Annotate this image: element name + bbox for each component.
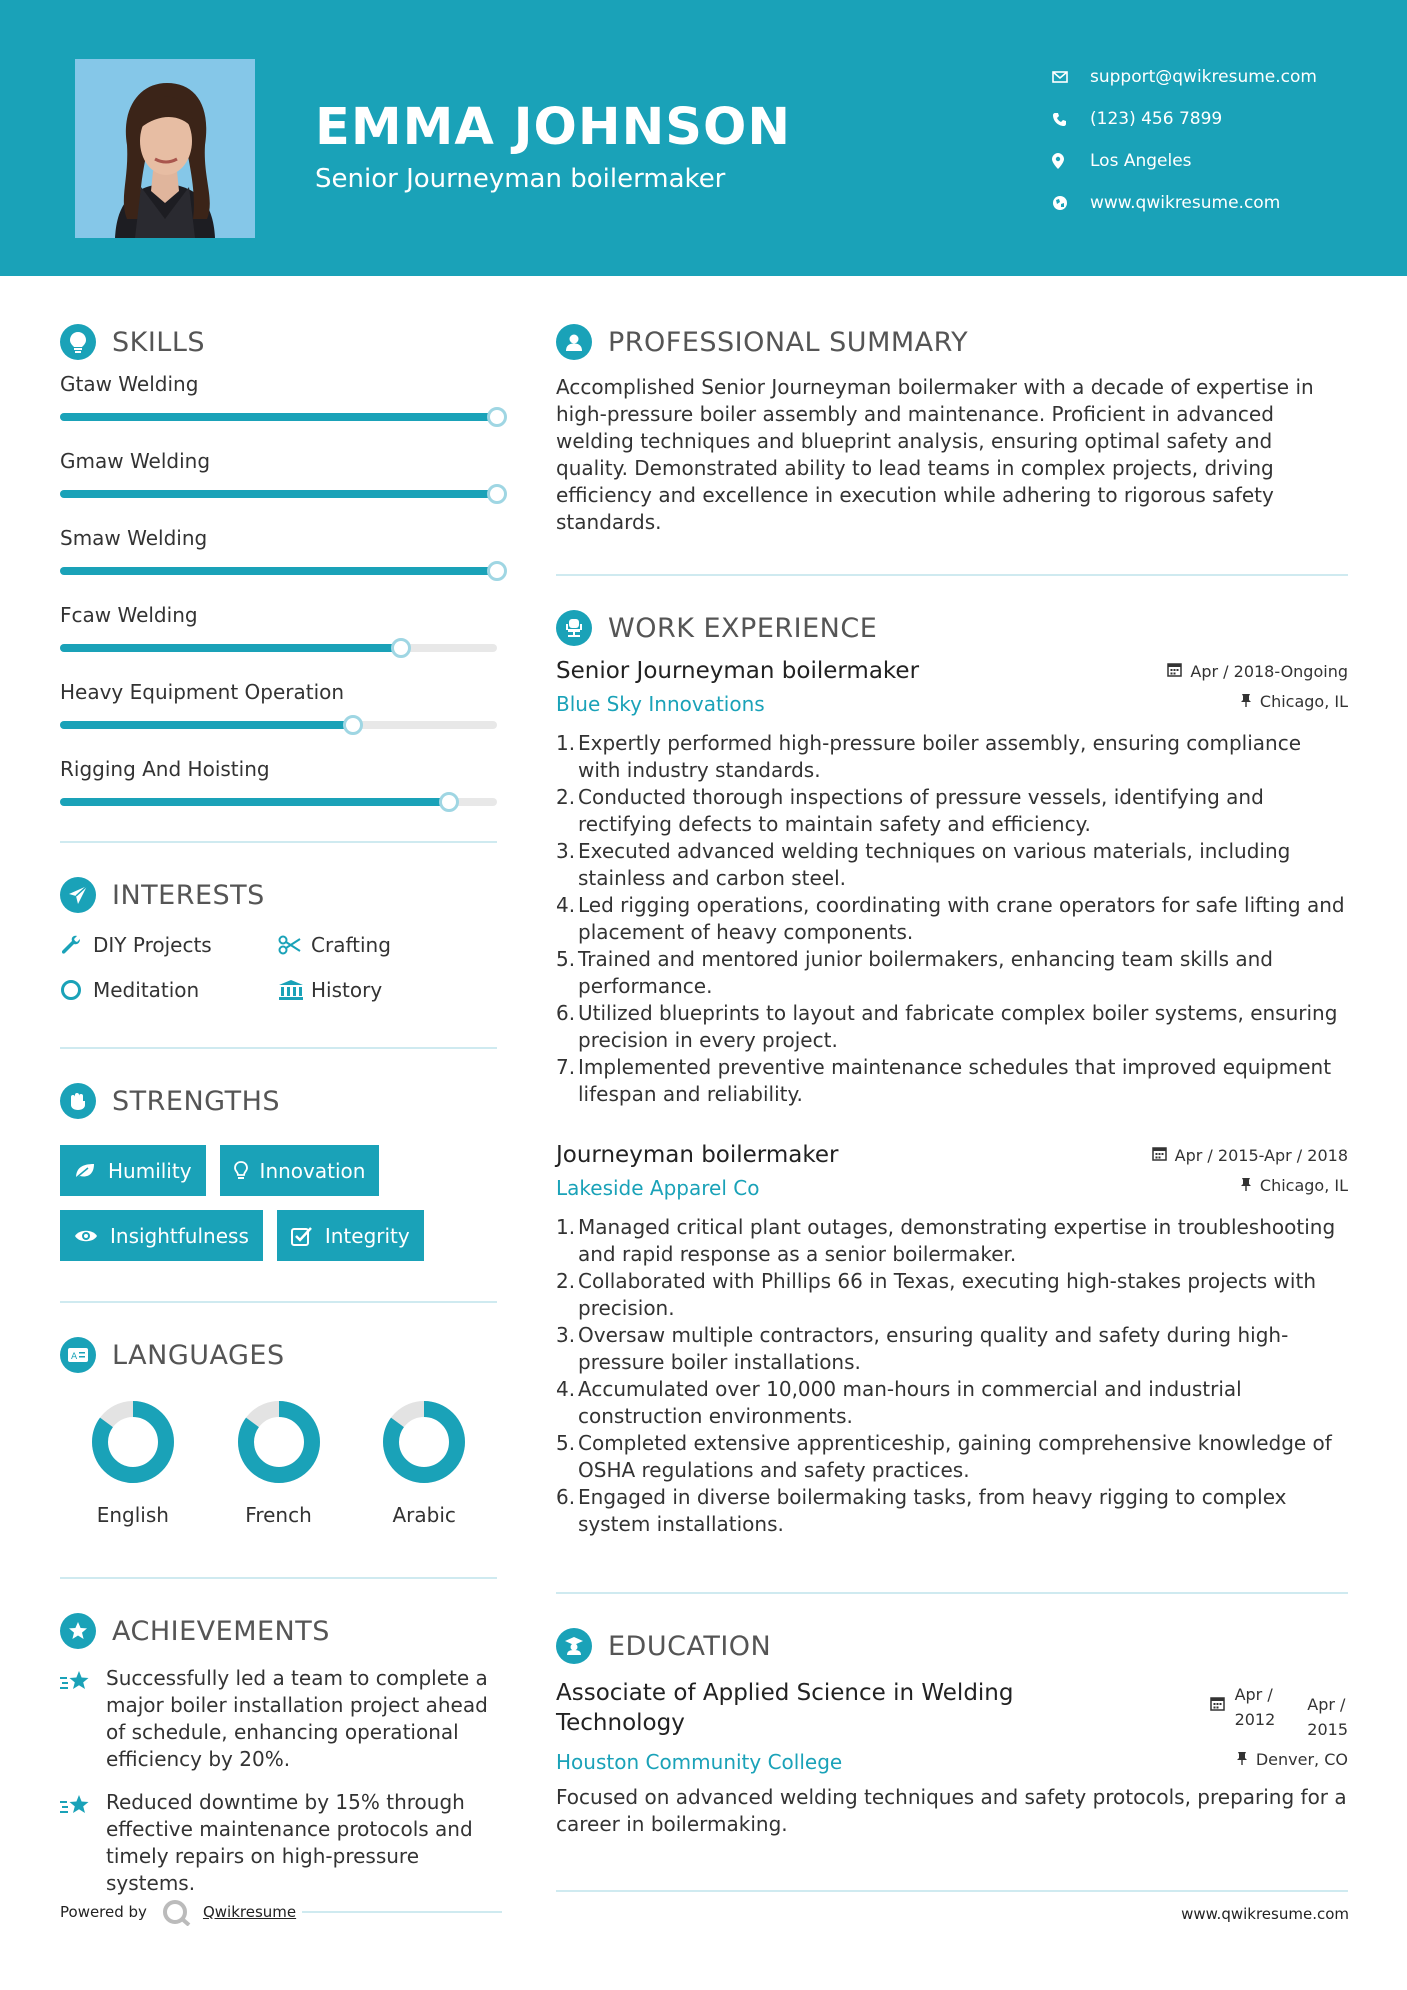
language-donut [381,1399,467,1485]
education-start-year: 2012 [1234,1710,1276,1729]
interests-title: INTERESTS [112,879,265,911]
bullet-text: Led rigging operations, coordinating with crane operators for safe lifting and placement of heavy components. [578,893,1345,944]
interests-heading [60,873,497,917]
right-column [556,320,1348,1892]
bullet-text: Completed extensive apprenticeship, gaining comprehensive knowledge of OSHA regulations and safety practices. [578,1431,1332,1482]
experience-title: WORK EXPERIENCE [608,612,878,644]
job-subhead [556,1176,1348,1200]
section-divider [60,1047,497,1049]
language-donut [90,1399,176,1485]
interests-section [60,873,497,1005]
summary-section [556,320,1348,536]
job-bullet [556,838,1348,892]
skill-label: Rigging And Hoisting [60,757,270,781]
powered-by-label: Powered by [60,1903,147,1921]
pin-icon [1236,1750,1248,1769]
candidate-name: EMMA JOHNSON [315,98,792,157]
user-icon [556,324,592,360]
bullet-text: Managed critical plant outages, demonstrating expertise in troubleshooting and rapid response as a senior boilermaker. [578,1215,1336,1266]
summary-heading [556,320,1348,364]
interest-label: History [311,977,383,1002]
skill-bar-knob [487,484,507,504]
calendar-icon [1210,1696,1225,1715]
skill-label: Smaw Welding [60,526,208,550]
job-bullet [556,946,1348,1000]
skills-section [60,320,497,826]
star-icon [60,1789,106,1897]
bullet-text: Utilized blueprints to layout and fabricate complex boiler systems, ensuring precision in every project. [578,1001,1338,1052]
bullet-number: 6. [556,1485,576,1509]
globe-icon [1052,195,1090,211]
job-bullet [556,1430,1348,1484]
education-start-month: Apr / [1234,1685,1273,1704]
job-bullets [556,730,1348,1108]
lightbulb-icon [60,324,96,360]
bullet-number: 4. [556,1377,576,1401]
achievement-text: Successfully led a team to complete a major boiler installation project ahead of schedule, enhancing operational efficiency by 20%. [106,1666,488,1771]
interest-label: Crafting [311,932,391,957]
education-location-text: Denver, CO [1255,1750,1348,1769]
bullet-text: Conducted thorough inspections of pressure vessels, identifying and rectifying defects to maintain safety and efficiency. [578,785,1264,836]
bullet-number: 5. [556,947,576,971]
skill-label: Gtaw Welding [60,372,199,396]
strength-chip [277,1210,424,1261]
skill-bar-knob [343,715,363,735]
section-divider [60,841,497,843]
bank-icon [278,979,311,1001]
map-pin-icon [1052,153,1090,169]
section-divider [556,1890,1348,1892]
interest-item [60,929,278,960]
contact-phone-text: (123) 456 7899 [1090,109,1223,129]
education-end-month: Apr / [1307,1695,1346,1714]
skill-bar-knob [439,792,459,812]
job-dates-text: Apr / 2015-Apr / 2018 [1174,1146,1348,1165]
achievements-title: ACHIEVEMENTS [112,1615,330,1647]
education-head [556,1678,1348,1742]
experience-section [556,606,1348,1538]
strength-chip [220,1145,380,1196]
contact-location [1052,140,1317,182]
bullet-number: 2. [556,1269,576,1293]
contact-email-text: support@qwikresume.com [1090,67,1317,87]
eye-icon [74,1228,98,1244]
bullet-number: 5. [556,1431,576,1455]
language-item [206,1399,352,1527]
job-title: Senior Journeyman boilermaker [556,658,920,684]
skill-bar-fill [60,490,497,498]
language-icon [60,1337,96,1373]
job-dates [1152,1146,1348,1165]
skills-title: SKILLS [112,326,206,358]
job-title: Journeyman boilermaker [556,1142,839,1168]
job-bullet [556,1268,1348,1322]
education-end [1307,1692,1348,1742]
languages-section [60,1333,497,1527]
education-heading [556,1624,1348,1668]
skill-bar-fill [60,413,497,421]
interests-list [60,929,497,1005]
interest-label: Meditation [93,977,200,1002]
skill-bar-track [60,721,497,729]
strengths-heading [60,1079,497,1123]
pin-icon [1240,692,1252,711]
job-subhead [556,692,1348,716]
skills-list [60,364,497,826]
job-bullet [556,784,1348,838]
jobs-list [556,658,1348,1538]
calendar-icon [1152,1146,1167,1165]
skill-bar-knob [487,407,507,427]
education-location [1236,1750,1348,1769]
language-label: Arabic [392,1503,456,1527]
job-entry [556,658,1348,1108]
star-icon [60,1665,106,1773]
bullet-text: Executed advanced welding techniques on various materials, including stainless and carbon steel. [578,839,1291,890]
skill-label: Fcaw Welding [60,603,198,627]
skill-bar-knob [487,561,507,581]
bullet-number: 1. [556,1215,576,1239]
job-location [1240,692,1348,711]
achievements-section [60,1609,497,1897]
skill-bar-fill [60,567,497,575]
experience-heading [556,606,1348,650]
job-bullet [556,1376,1348,1430]
bullet-number: 2. [556,785,576,809]
skill-item [60,364,497,441]
skill-bar-track [60,798,497,806]
strength-label: Humility [108,1158,192,1183]
footer-url[interactable]: www.qwikresume.com [1181,1905,1349,1923]
profile-photo [75,59,255,238]
leaf-icon [74,1162,96,1180]
language-label: French [245,1503,312,1527]
bullet-text: Trained and mentored junior boilermakers, enhancing team skills and performance. [578,947,1273,998]
strengths-title: STRENGTHS [112,1085,281,1117]
interest-item [278,974,496,1005]
checkbox-icon [291,1226,313,1246]
language-item [351,1399,497,1527]
company-name: Blue Sky Innovations [556,692,765,716]
graduate-icon [556,1628,592,1664]
contact-website[interactable] [1052,182,1317,224]
achievement-item [60,1789,497,1897]
job-bullet [556,1322,1348,1376]
section-divider [60,1577,497,1579]
language-item [60,1399,206,1527]
svg-text:A: A [71,1352,78,1362]
job-bullet [556,892,1348,946]
footer-rule [302,1911,502,1913]
skill-item [60,595,497,672]
bullet-number: 6. [556,1001,576,1025]
job-dates [1167,662,1348,681]
skill-item [60,672,497,749]
paper-plane-icon [60,877,96,913]
bullet-number: 3. [556,839,576,863]
strength-label: Integrity [324,1223,410,1248]
job-entry [556,1142,1348,1538]
strength-label: Innovation [259,1158,366,1183]
strengths-list [60,1145,497,1261]
contact-email[interactable] [1052,56,1317,98]
skill-bar-track [60,413,497,421]
contact-website-text: www.qwikresume.com [1090,193,1281,213]
resume-header [0,0,1407,276]
pin-icon [1240,1176,1252,1195]
contact-location-text: Los Angeles [1090,151,1192,171]
job-location-text: Chicago, IL [1259,1176,1348,1195]
phone-icon [1052,112,1090,127]
job-head [556,658,1348,684]
achievement-text: Reduced downtime by 15% through effective maintenance protocols and timely repairs on high-pressure systems. [106,1790,473,1895]
strength-chip [60,1210,263,1261]
achievement-item [60,1665,497,1773]
scissors-icon [278,935,311,955]
bullet-text: Accumulated over 10,000 man-hours in commercial and industrial construction environments. [578,1377,1242,1428]
education-end-year: 2015 [1307,1720,1348,1739]
bullet-text: Oversaw multiple contractors, ensuring quality and safety during high-pressure boiler installations. [578,1323,1289,1374]
job-bullet [556,1054,1348,1108]
skill-label: Heavy Equipment Operation [60,680,345,704]
job-dates-text: Apr / 2018-Ongoing [1190,662,1348,681]
candidate-role: Senior Journeyman boilermaker [315,164,726,194]
star-icon [60,1613,96,1649]
envelope-icon [1052,71,1090,83]
education-start [1235,1682,1276,1732]
calendar-icon [1167,662,1182,681]
interest-item [60,974,278,1005]
job-location [1240,1176,1348,1195]
lightbulb-icon [234,1161,248,1181]
strength-chip [60,1145,206,1196]
skill-bar-fill [60,798,449,806]
contact-phone[interactable] [1052,98,1317,140]
job-bullet [556,730,1348,784]
languages-list [60,1399,497,1527]
bullet-text: Implemented preventive maintenance schedules that improved equipment lifespan and reliability. [578,1055,1332,1106]
skill-bar-fill [60,721,353,729]
powered-by [60,1898,502,1926]
bullet-number: 3. [556,1323,576,1347]
skills-heading [60,320,497,364]
school-name: Houston Community College [556,1750,843,1774]
summary-title: PROFESSIONAL SUMMARY [608,326,969,358]
section-divider [556,574,1348,576]
job-head [556,1142,1348,1168]
education-description: Focused on advanced welding techniques and safety protocols, preparing for a career in boilermaking. [556,1785,1347,1836]
section-divider [556,1592,1348,1594]
bullet-text: Expertly performed high-pressure boiler assembly, ensuring compliance with industry standards. [578,731,1302,782]
language-donut [236,1399,322,1485]
qwikresume-logo-icon [161,1898,193,1926]
skill-bar-track [60,644,497,652]
education-dates [1210,1682,1348,1742]
job-bullets [556,1214,1348,1538]
skill-bar-track [60,490,497,498]
company-name: Lakeside Apparel Co [556,1176,760,1200]
degree-title: Associate of Applied Science in Welding Technology [556,1680,1014,1736]
bullet-number: 1. [556,731,576,755]
skill-item [60,518,497,595]
languages-heading [60,1333,497,1377]
job-bullet [556,1214,1348,1268]
language-label: English [96,1503,169,1527]
job-location-text: Chicago, IL [1259,692,1348,711]
skill-bar-knob [391,638,411,658]
left-column [60,320,497,1897]
skill-label: Gmaw Welding [60,449,211,473]
strength-label: Insightfulness [110,1223,249,1248]
bullet-text: Engaged in diverse boilermaking tasks, from heavy rigging to complex system installations. [578,1485,1287,1536]
education-section [556,1624,1348,1838]
qwikresume-link[interactable]: Qwikresume [202,1903,297,1921]
job-bullet [556,1484,1348,1538]
skill-bar-fill [60,644,401,652]
education-subhead [556,1750,1348,1774]
circle-icon [60,979,93,1001]
office-chair-icon [556,610,592,646]
bullet-text: Collaborated with Phillips 66 in Texas, executing high-stakes projects with precision. [578,1269,1316,1320]
strengths-section [60,1079,497,1261]
wrench-icon [60,934,93,956]
job-bullet [556,1000,1348,1054]
contact-list [1052,56,1317,224]
skill-item [60,441,497,518]
education-title: EDUCATION [608,1630,772,1662]
achievements-heading [60,1609,497,1653]
languages-title: LANGUAGES [112,1339,285,1371]
bullet-number: 4. [556,893,576,917]
interest-item [278,929,496,960]
bullet-number: 7. [556,1055,576,1079]
skill-bar-track [60,567,497,575]
section-divider [60,1301,497,1303]
summary-text: Accomplished Senior Journeyman boilermaker with a decade of expertise in high-pressure boiler assembly and maintenance. Proficient in advanced welding techniques and blueprint analysis, ensuring optimal safety and quality. Demonstrated ability to lead teams in complex projects, driving efficiency and excellence in execution while adhering to rigorous safety standards. [556,375,1314,534]
skill-item [60,749,497,826]
fist-icon [60,1083,96,1119]
interest-label: DIY Projects [93,932,212,957]
